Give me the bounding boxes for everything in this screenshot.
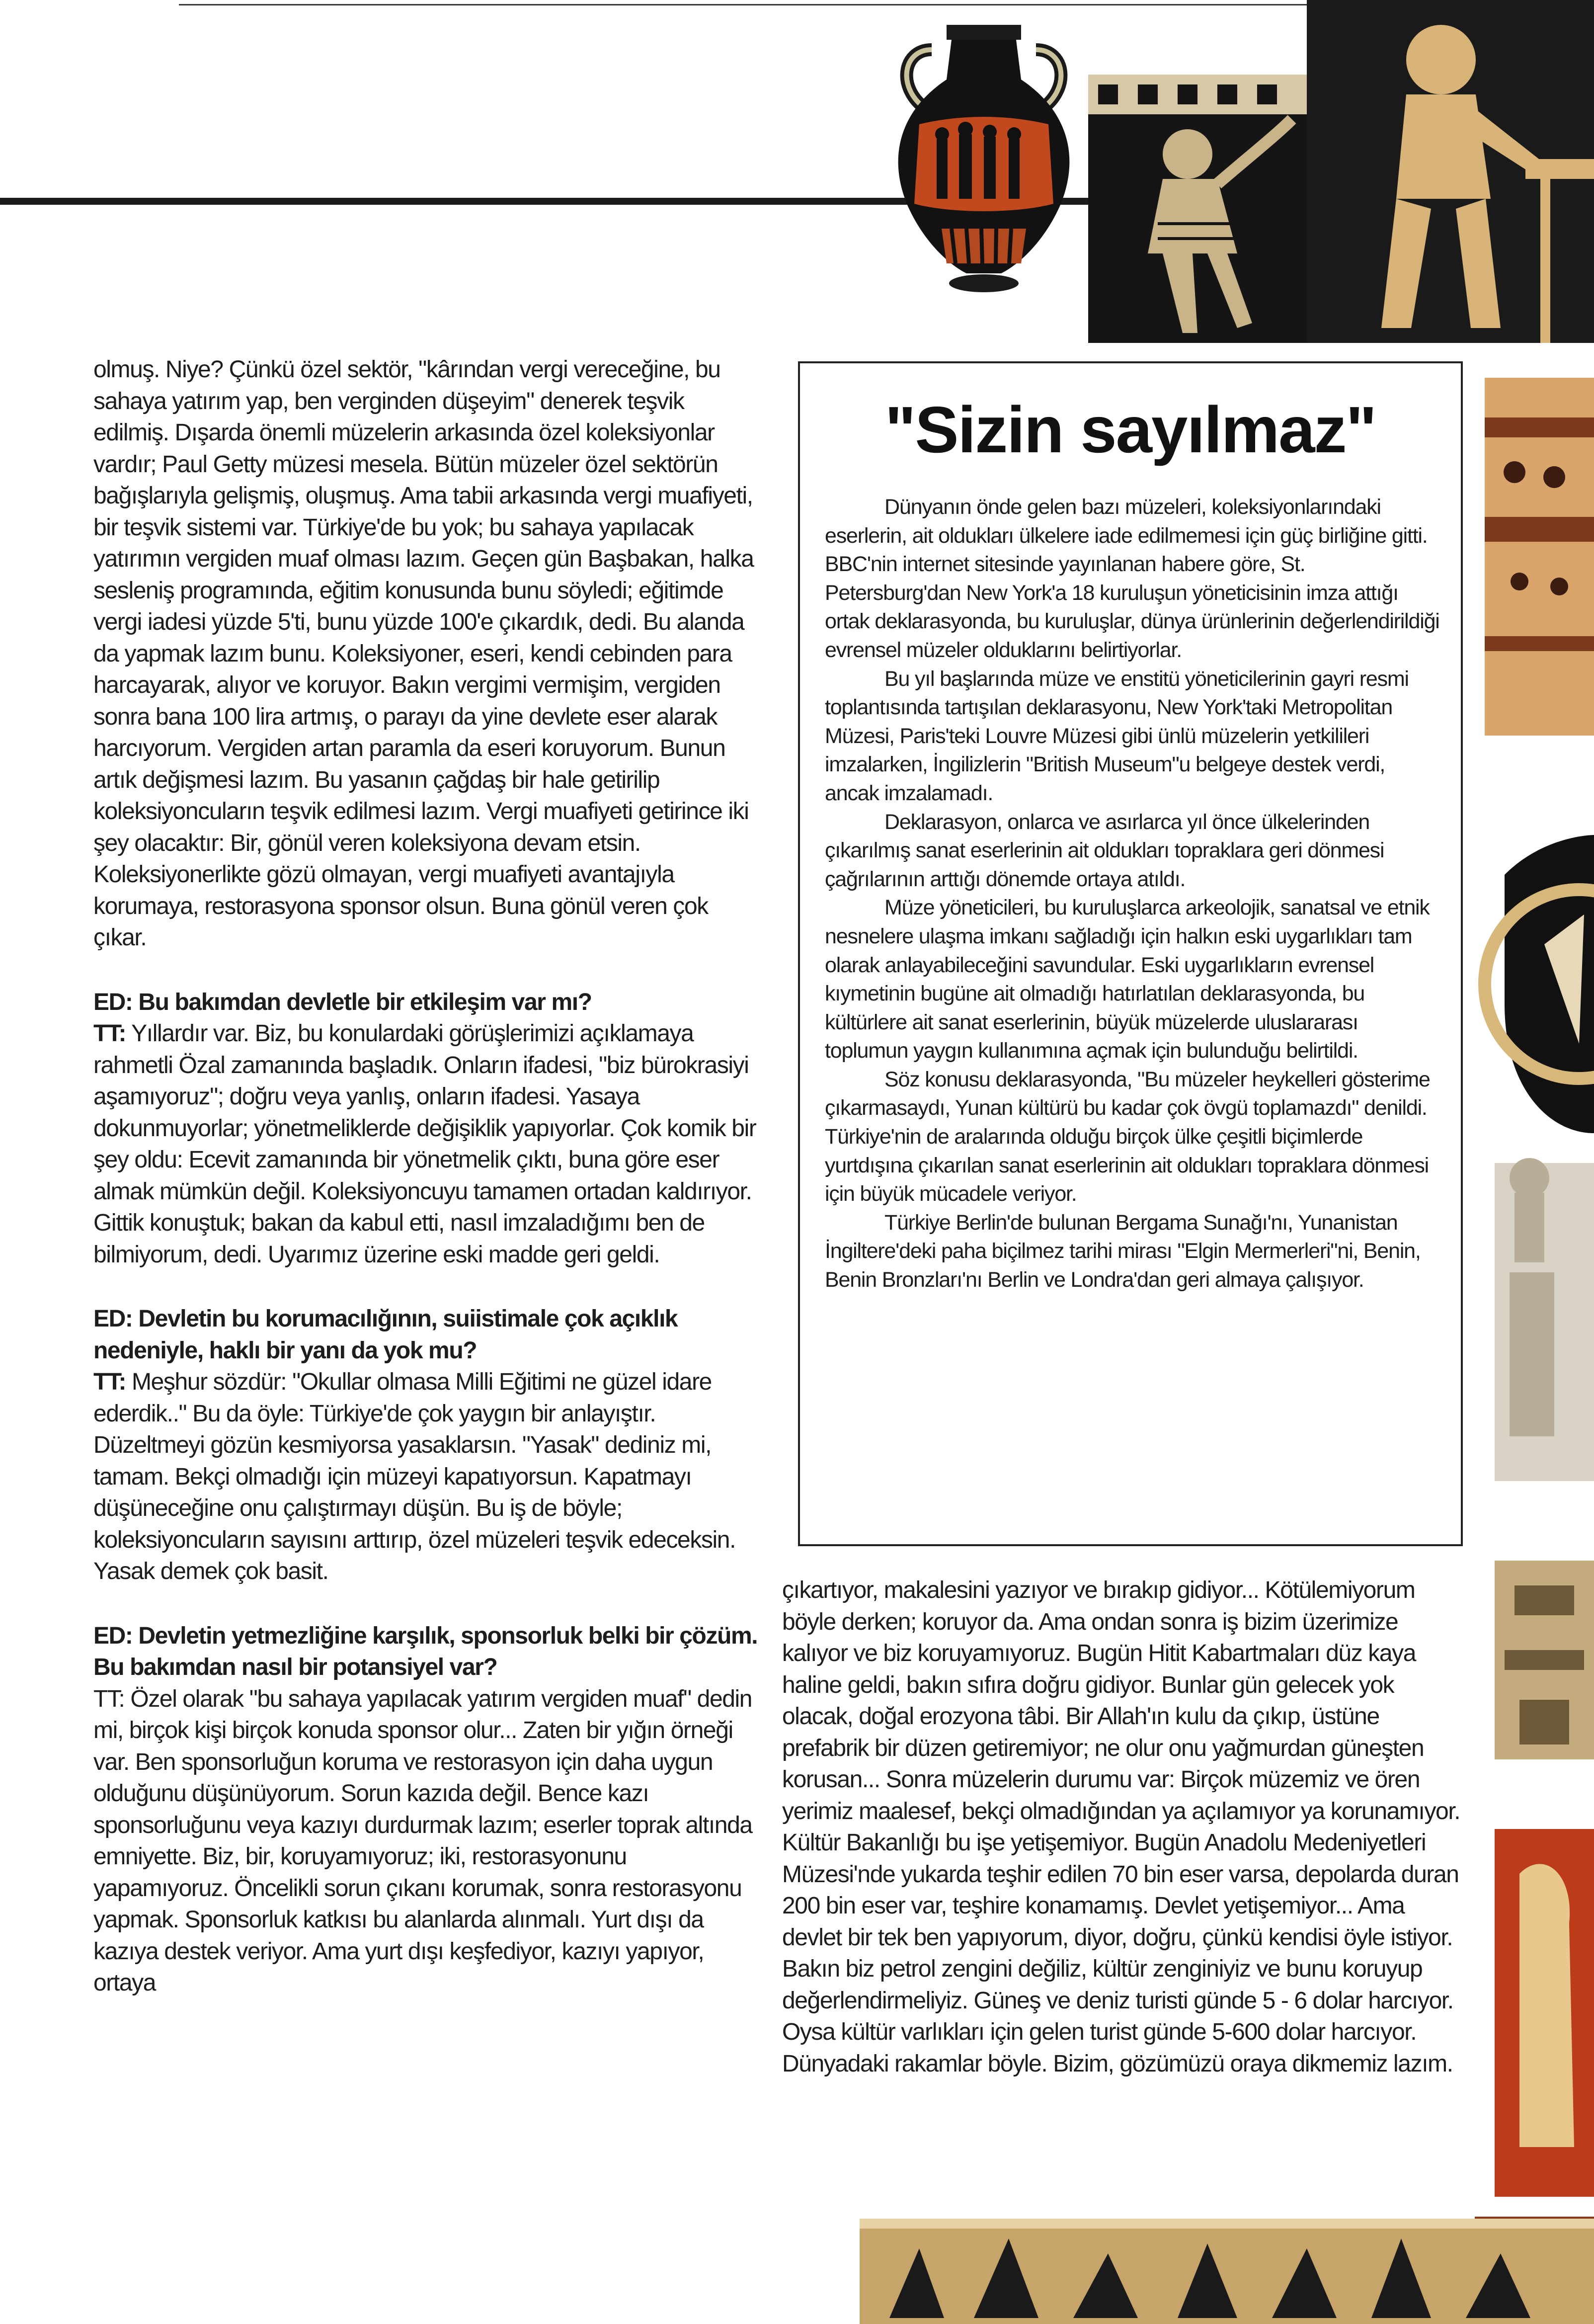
sidebar-title: "Sizin sayılmaz" <box>884 393 1376 466</box>
article-paragraph: olmuş. Niye? Çünkü özel sektör, "kârından vergi vereceğine, bu sahaya yatırım yap, ben verginden düşeyim" denerek teşvik edilmiş. Dışarda önemli müzelerin arkasında özel koleksiyonlar vardır; Paul Getty müzesi mesela. Bütün müzeler özel sektörün bağışlarıyla gelişmiş, oluşmuş. Ama tabii arkasında vergi muafiyeti, bir teşvik sistemi var. Türkiye'de bu yok; bu sahaya yapılacak yatırımın vergiden muaf olması lazım. Geçen gün Başbakan, halka sesleniş programında, eğitim konusunda bunu söyledi; eğitimde vergi iadesi yüzde 5'ti, bunu yüzde 100'e çıkardık, dedi. Bu alanda da yapmak lazım bunu. Koleksiyoner, eseri, kendi cebinden para harcayarak, alıyor ve koruyor. Bakın vergimi vermişim, vergiden sonra bana 100 lira artmış, o parayı da yine devlete eser alarak harcıyorum. Vergiden artan paramla da eseri koruyorum. Bunun artık değişmesi lazım. Bu yasanın çağdaş bir hale getirilip koleksiyoncuların teşvik edilmesi lazım. Vergi muafiyeti getirince iki şey olacaktır: Bir, gönül veren koleksiyona devam etsin. Koleksiyonerlikte gözü olmayan, vergi muafiyeti avantajıyla korumaya, restorasyona sponsor olsun. Buna gönül veren çok çıkar. <box>93 356 754 951</box>
article-left-column <box>93 354 764 1999</box>
sidebar-body <box>825 493 1441 1295</box>
red-figure-athlete-image <box>1307 0 1594 343</box>
answer-text: Meşhur sözdür: "Okullar olmasa Milli Eğitimi ne güzel idare ederdik.." Bu da öyle: Türkiye'de çok yaygın bir anlayıştır. Düzeltmeyi gözün kesmiyorsa yasaklarsın. "Yasak" dediniz mi, tamam. Bekçi olmadığı için müzeyi kapatıyorsun. Kapatmayı düşüneceğine onu çalıştırmayı düşün. Bu iş de böyle; koleksiyoncuların sayısını arttırıp, özel müzeleri teşvik edeceksin. Yasak demek çok basit. <box>93 1369 736 1584</box>
article-paragraph: çıkartıyor, makalesini yazıyor ve bırakıp gidiyor... Kötülemiyorum böyle derken; koruyor da. Ama ondan sonra iş bizim üzerimize kalıyor ve biz koruyamıyoruz. Bugün Hitit Kabartmaları düz kaya haline geldi, bakın sıfıra doğru gidiyor. Bunlar gün gelecek yok olacak, doğal erozyona tâbi. Bir Allah'ın kulu da çıkıp, üstüne prefabrik bir düzen getiremiyor; ne olur onu yağmurdan güneşten korusan... Sonra müzelerin durumu var: Birçok müzemiz ve ören yerimiz maalesef, bekçi olmadığından ya açılamıyor ya korunamıyor. Kültür Bakanlığı bu işe yetişemiyor. Bugün Anadolu Medeniyetleri Müzesi'nde yukarda teşhir edilen 70 bin eser varsa, depolarda duran 200 bin eser var, teşhire konamamış. Devlet yetişemiyor... Ama devlet bir tek ben yapıyorum, diyor, doğru, çünkü kendisi öyle istiyor. Bakın biz petrol zengini değiliz, kültür zenginiyiz ve bunu koruyup değerlendirmeliyiz. Güneş ve deniz turisti günde 5 - 6 dolar harcıyor. Oysa kültür varlıkları için gelen turist günde 5-600 dolar harcıyor. Dünyadaki rakamlar böyle. Bizim, gözümüzü oraya dikmemiz lazım. <box>782 1577 1460 2077</box>
article-paragraph: TT: Özel olarak "bu sahaya yapılacak yatırım vergiden muaf" dedin mi, birçok kişi birçok konuda sponsor olur... Zaten bir yığın örneği var. Ben sponsorluğun koruma ve restorasyon için daha uygun olduğunu düşünüyorum. Sorun kazıda değil. Bence kazı sponsorluğunu veya kazıyı durdurmak lazım; eserler toprak altında emniyette. Biz, bir, koruyamıyoruz; iki, restorasyonunu yapamıyoruz. Öncelikli sorun çıkanı korumak, sonra restorasyonu yapmak. Sponsorluk katkısı bu alanlarda alınmalı. Yurt dışı da kazıya destek veriyor. Ama yurt dışı keşfediyor, kazıyı yapıyor, ortaya <box>93 1685 752 1996</box>
article-right-column <box>782 1575 1468 2079</box>
interview-question: ED: Bu bakımdan devletle bir etkileşim var mı? <box>93 989 592 1015</box>
red-figure-warrior-image <box>1088 75 1307 343</box>
greek-frieze-image <box>860 2219 1594 2324</box>
sidebar-paragraph: Bu yıl başlarında müze ve enstitü yöneticilerinin gayri resmi toplantısında tartışılan deklarasyonu, New York'taki Metropolitan Müzesi, Paris'teki Louvre Müzesi gibi ünlü müzelerin yetkilileri imzalarken, İngilizlerin "British Museum"u belgeye destek verdi, ancak imzalamadı. <box>825 666 1409 805</box>
speaker-label: TT: <box>93 1020 126 1047</box>
greek-amphora-image <box>872 15 1096 298</box>
sidebar-paragraph: Söz konusu deklarasyonda, "Bu müzeler heykelleri gösterime çıkarmasaydı, Yunan kültürü bu kadar çok övgü toplamazdı" denildi. Türkiye'nin de aralarında olduğu birçok ülke çeşitli biçimlerde yurtdışına çıkarılan sanat eserlerinin ait oldukları topraklara dönmesi için büyük mücadele veriyor. <box>825 1067 1430 1206</box>
sidebar-paragraph: Deklarasyon, onlarca ve asırlarca yıl önce ülkelerinden çıkarılmış sanat eserlerinin ait oldukları topraklara geri dönmesi çağrılarının arttığı dönemde ortaya atıldı. <box>825 810 1384 891</box>
interview-answer <box>93 1018 764 1270</box>
interview-answer <box>93 1366 764 1587</box>
interview-question: ED: Devletin yetmezliğine karşılık, sponsorluk belki bir çözüm. Bu bakımdan nasıl bir potansiyel var? <box>93 1622 758 1680</box>
greek-pottery-strip-image <box>1475 358 1594 2324</box>
speaker-label: TT: <box>93 1369 126 1395</box>
sidebar-paragraph: Müze yöneticileri, bu kuruluşlarca arkeolojik, sanatsal ve etnik nesnelere ulaşma imkanı sağladığı için halkın eski uygarlıkları tam olarak anlayabileceğini savundular. Eski uygarlıkların evrensel kıymetinin bugüne ait olmadığı hatırlatılan deklarasyonda, bu kültürlere ait sanat eserlerinin, büyük müzelerde uluslararası toplumun yaygın kullanımına açmak için bulunduğu belirtildi. <box>825 896 1430 1063</box>
interview-question: ED: Devletin bu korumacılığının, suiistimale çok açıklık nedeniyle, haklı bir yanı da yok mu? <box>93 1306 678 1364</box>
sidebar-paragraph: Dünyanın önde gelen bazı müzeleri, koleksiyonlarındaki eserlerin, ait oldukları ülkelere iade edilmemesi için güç birliğine gitti. BBC'nin internet sitesinde yayınlanan habere göre, St. Petersburg'dan New York'a 18 kuruluşun yöneticisinin imza attığı ortak deklarasyonda, bu kuruluşlar, dünya ürünlerinin değerlendirildiği evrensel müzeler olduklarını belirtiyorlar. <box>825 495 1439 662</box>
answer-text: Yıllardır var. Biz, bu konulardaki görüşlerimizi açıklamaya rahmetli Özal zamanında başladık. Onların ifadesi, "biz bürokrasiyi aşamıyoruz"; doğru veya yanlış, onların ifadesi. Yasaya dokunmuyorlar; yönetmeliklerde değişiklik yapıyorlar. Çok komik bir şey oldu: Ecevit zamanında bir yönetmelik çıktı, buna göre eser almak mümkün değil. Koleksiyoncuyu tamamen ortadan kaldırıyor. Gittik konuştuk; bakan da kabul etti, nasıl imzaladığımı ben de bilmiyorum, dedi. Uyarımız üzerine eski madde geri geldi. <box>93 1020 756 1268</box>
sidebar-paragraph: Türkiye Berlin'de bulunan Bergama Sunağı'nı, Yunanistan İngiltere'deki paha biçilmez tarihi mirası "Elgin Mermerleri"ni, Benin, Benin Bronzları'nı Berlin ve Londra'dan geri almaya çalışıyor. <box>825 1210 1421 1292</box>
